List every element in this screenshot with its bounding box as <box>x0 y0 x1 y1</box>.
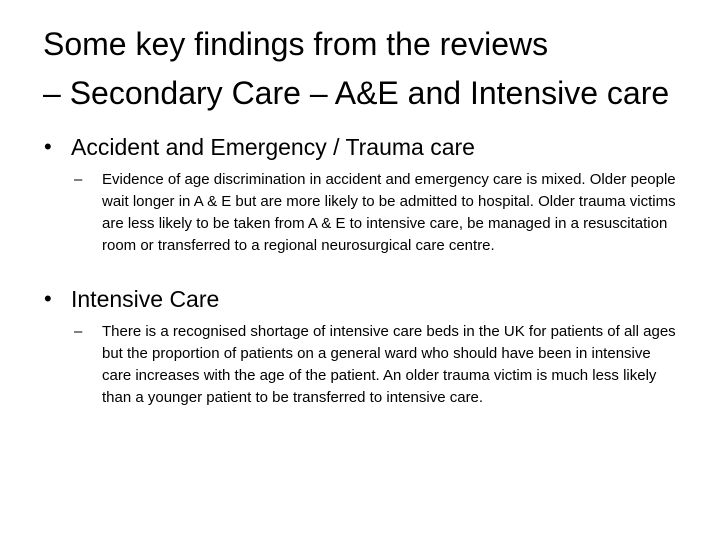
slide-title-line-1: Some key findings from the reviews <box>43 26 549 62</box>
dash-icon: – <box>74 171 83 188</box>
bullet-item <box>0 283 720 315</box>
sub-bullet-item <box>0 321 720 409</box>
dash-icon: – <box>74 323 83 340</box>
bullet-dot-icon: • <box>44 134 52 159</box>
slide-title-line-2: – Secondary Care – A&E and Intensive care <box>43 75 670 111</box>
bullet-dot-icon: • <box>44 286 52 311</box>
bullet-section-intensive-care <box>0 283 720 409</box>
bullet-section-accident-emergency <box>0 131 720 257</box>
bullet-item <box>0 131 720 163</box>
sub-bullet-text: There is a recognised shortage of intensive care beds in the UK for patients of all ages but the proportion of patients on a general ward who should have been in intensive care increases with the age of the patient. An older trauma victim is much less likely than a younger patient to be transferred to intensive care. <box>102 323 676 406</box>
bullet-heading: Intensive Care <box>71 286 220 312</box>
bullet-heading: Accident and Emergency / Trauma care <box>71 134 475 160</box>
slide-title <box>43 20 693 118</box>
sub-bullet-item <box>0 169 720 257</box>
sub-bullet-text: Evidence of age discrimination in accident and emergency care is mixed. Older people wait longer in A & E but are more likely to be admitted to hospital. Older trauma victims are less likely to be taken from A & E to intensive care, be managed in a resuscitation room or transferred to a regional neurosurgical care centre. <box>102 171 676 254</box>
